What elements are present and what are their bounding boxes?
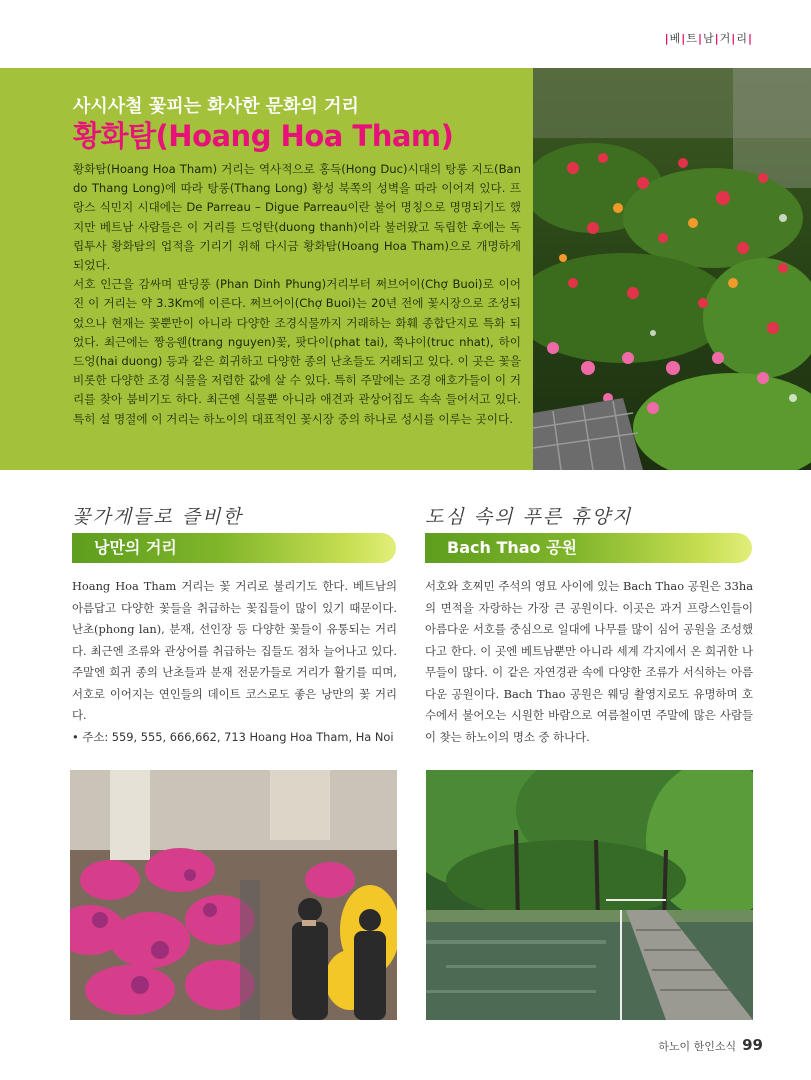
right-script-caption: 도심 속의 푸른 휴양지 <box>425 506 633 528</box>
page-number: 99 <box>742 1036 763 1054</box>
park-lake-photo <box>426 770 753 1020</box>
section-tag-item: 리 <box>736 32 748 45</box>
hero-title: 황화탐(Hoang Hoa Tham) <box>73 119 454 153</box>
right-body <box>425 576 753 748</box>
section-tag-item: 트 <box>686 32 698 45</box>
right-paragraph: 서호와 호찌민 주석의 영묘 사이에 있는 Bach Thao 공원은 33ha의 면적을 자랑하는 가장 큰 공원이다. 이곳은 과거 프랑스인들이 아름다운 서호를 중심으로 일대에 나무를 많이 심어 공원을 조성했다고 한다. 이 곳엔 베트남뿐만 아니라 세계 각지에서 온 희귀한 나무들이 많다. 이 같은 자연경관 속에 다양한 조류가 서식하는 아름다운 공원이다. Bach Thao 공원은 웨딩 촬영지로도 유명하며 호수에서 불어오는 시원한 바람으로 여름철이면 주말에 많은 사람들이 찾는 하노이의 명소 중 하나다. <box>425 579 753 744</box>
page-footer <box>658 1036 763 1054</box>
right-heading-pill <box>425 533 752 563</box>
left-heading: 낭만의 거리 <box>94 538 177 557</box>
section-tag-item: 베 <box>669 32 682 45</box>
flower-shop-photo <box>70 770 397 1020</box>
section-tag-item: 거 <box>719 32 732 45</box>
right-heading: Bach Thao 공원 <box>447 538 578 557</box>
publication-name: 하노이 한인소식 <box>658 1040 737 1053</box>
hero-paragraph: 서호 인근을 감싸며 판딩풍 (Phan Dinh Phung)거리부터 쩌브어이(Chợ Buoi)로 이어진 이 거리는 약 3.3Km에 이른다. 쩌브어이(Chợ Buoi)는 20년 전에 꽃시장으로 조성되었으나 현재는 꽃뿐만이 아니라 다양한 조경식물까지 거래하는 화훼 종합단지로 특화 되었다. 최근에는 짱응웬(trang nguyen)꽃, 팟다이(phat tai), 쭉냐이(truc nhat), 하이드엉(hai duong) 등과 같은 희귀하고 다양한 종의 난초들도 거래되고 있다. 이 곳은 꽃을 비롯한 다양한 조경 식물을 저렴한 값에 살 수 있다. 특히 주말에는 조경 애호가들이 이 거리를 찾아 붐비기도 하다. 최근엔 식물뿐 아니라 애견과 관상어집도 속속 들어서고 있다. 특히 설 명절에 이 거리는 하노이의 대표적인 꽃시장 중의 하나로 성시를 이루는 곳이다. <box>73 277 521 426</box>
section-tag: |베|트|남|거|리| <box>664 32 753 45</box>
section-tag-item: 남 <box>702 32 715 45</box>
hero-paragraph: 황화탐(Hoang Hoa Tham) 거리는 역사적으로 홍득(Hong Duc)시대의 탕롱 지도(Ban do Thang Long)에 따라 탕롱(Thang Long) 황성 북쪽의 성벽을 따라 이어져 있다. 프랑스 식민지 시대에는 De Parreau – Digue Parreau이란 불어 명칭으로 명명되기도 했지만 베트남 사람들은 이 거리를 드엉탄(duong thanh)이라 불러왔고 독립한 후에는 독립투사 황화탐의 업적을 기리기 위해 다시금 황화탐(Hoang Hoa Tham)으로 개명하게 되었다. <box>73 162 521 273</box>
hero-body <box>73 160 521 429</box>
hero-subtitle: 사시사철 꽃피는 화사한 문화의 거리 <box>73 96 359 117</box>
left-paragraph: Hoang Hoa Tham 거리는 꽃 거리로 불리기도 한다. 베트남의 아름답고 다양한 꽃들을 취급하는 꽃집들이 많이 있기 때문이다. 난초(phong lan), 분재, 선인장 등 다양한 꽃들이 유통되는 거리다. 최근엔 조류와 관상어를 취급하는 집들도 점차 늘어나고 있다. 주말엔 희귀 종의 난초들과 분재 전문가들로 거리가 활기를 띠며, 서호로 이어지는 연인들의 데이트 코스로도 좋은 낭만의 꽃 거리다. <box>72 579 397 722</box>
left-address: • 주소: 559, 555, 666,662, 713 Hoang Hoa Tham, Ha Noi <box>72 729 394 744</box>
flower-market-photo <box>533 68 811 470</box>
left-heading-pill <box>72 533 396 563</box>
left-body <box>72 576 397 748</box>
left-script-caption: 꽃가게들로 즐비한 <box>72 506 243 528</box>
